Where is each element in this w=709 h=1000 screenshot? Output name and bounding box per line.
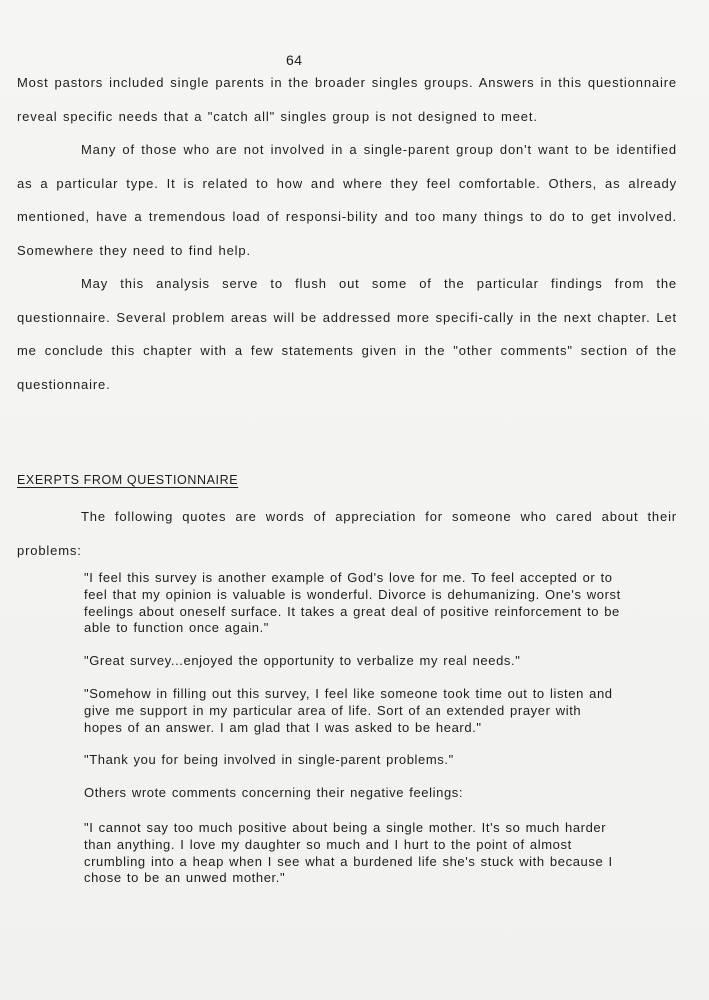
quote-5: "I cannot say too much positive about being a single mother. It's so much harder than anything. I love my daughter so much and I hurt to the point of almost crumbling into a heap when I see what a burdened life she's stuck with because I chose to be an unwed mother.": [84, 819, 613, 886]
intro-paragraph: [17, 500, 677, 567]
paragraph-1: Most pastors included single parents in the broader singles groups. Answers in this questionnaire reveal specific needs that a "catch all" singles group is not designed to meet.: [17, 75, 677, 124]
quote-4: "Thank you for being involved in single-parent problems.": [84, 752, 454, 768]
transition-text: Others wrote comments concerning their negative feelings:: [84, 785, 464, 801]
section-heading: EXERPTS FROM QUESTIONNAIRE: [17, 473, 239, 487]
page-number: 64: [286, 52, 303, 68]
paragraph-3: May this analysis serve to flush out some of the particular findings from the questionnaire. Several problem areas will be addressed more specifi-cally in the next chapter. Let me conclude this chapter with a few statements given in the "other comments" section of the questionnaire.: [17, 276, 677, 392]
body-text: [17, 66, 677, 401]
quotes-block: [84, 570, 624, 903]
quote-2: "Great survey...enjoyed the opportunity to verbalize my real needs.": [84, 653, 521, 669]
paragraph-2: Many of those who are not involved in a single-parent group don't want to be identified as a particular type. It is related to how and where they feel comfortable. Others, as already mentioned, have a tremendous load of responsi-bility and too many things to do to get involved. Somewhere they need to find help.: [17, 142, 677, 258]
quote-3: "Somehow in filling out this survey, I feel like someone took time out to listen and give me support in my particular area of life. Sort of an extended prayer with hopes of an answer. I am glad that I was asked to be heard.": [84, 685, 613, 735]
intro-text: The following quotes are words of appreciation for someone who cared about their problems:: [17, 509, 677, 558]
quote-1: "I feel this survey is another example of God's love for me. To feel accepted or to feel that my opinion is valuable is wonderful. Divorce is dehumanizing. One's worst feelings about oneself surface. It takes a great deal of positive reinforcement to be able to function once again.": [84, 570, 621, 636]
